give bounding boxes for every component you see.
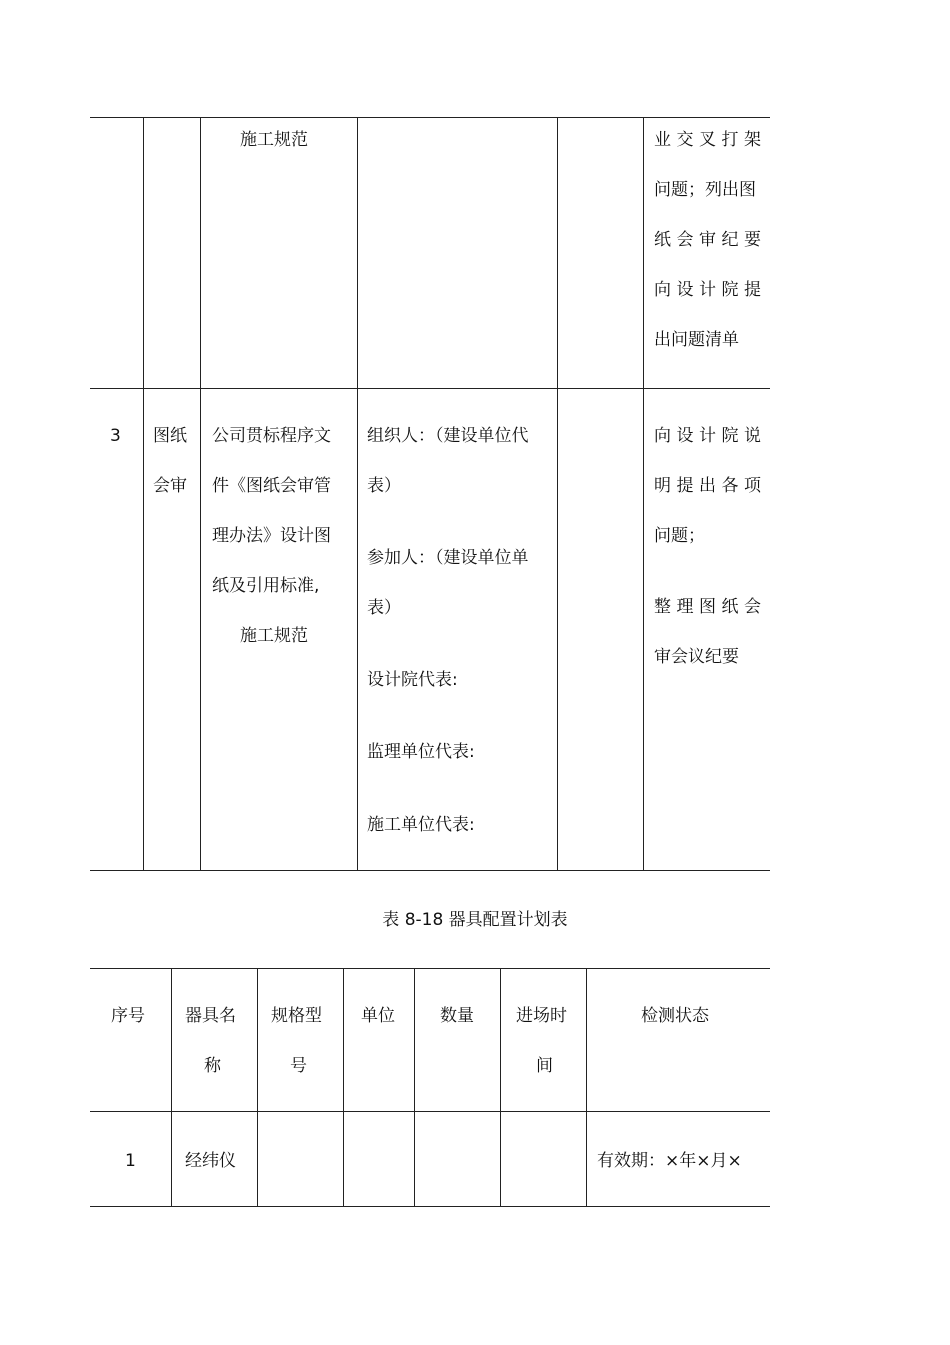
table-caption: 表 8-18 器具配置计划表	[382, 910, 568, 930]
result-cell-line: 向设计院提	[654, 280, 761, 300]
table2-col-divider	[500, 968, 501, 1207]
result-cell-line: 业交叉打架	[654, 130, 761, 150]
header-cell: 数量	[440, 1006, 474, 1026]
item-cell-line: 会审	[153, 476, 187, 496]
result-cell-line: 审会议纪要	[654, 647, 739, 667]
header-cell: 器具名	[185, 1006, 236, 1026]
table2-col-divider	[171, 968, 172, 1207]
header-cell: 号	[290, 1056, 307, 1076]
table2-col-divider	[414, 968, 415, 1207]
result-cell-line: 向设计院说	[654, 426, 761, 446]
item-cell-line: 图纸	[153, 426, 187, 446]
result-cell-line: 整理图纸会	[654, 597, 761, 617]
header-cell: 称	[204, 1056, 221, 1076]
header-cell: 序号	[111, 1006, 145, 1026]
table1-bottom-rule	[90, 870, 770, 871]
result-cell-line: 出问题清单	[654, 330, 739, 350]
participant-line: 参加人：（建设单位单	[367, 548, 529, 568]
basis-cell-line: 纸及引用标准,	[212, 576, 320, 596]
header-cell: 间	[536, 1056, 553, 1076]
result-cell-line: 问题；列出图	[654, 180, 756, 200]
basis-cell-line: 理办法》设计图	[212, 526, 331, 546]
table1-col-divider	[200, 117, 201, 871]
table-cell: 1	[125, 1151, 136, 1171]
participant-line: 施工单位代表:	[367, 815, 475, 835]
basis-cell-line: 公司贯标程序文	[212, 426, 331, 446]
table2-col-divider	[257, 968, 258, 1207]
result-cell-line: 明提出各项	[654, 476, 761, 496]
row-index: 3	[110, 426, 121, 446]
table2-header-rule	[90, 1111, 770, 1112]
result-cell-line: 问题；	[654, 526, 705, 546]
header-cell: 检测状态	[641, 1006, 709, 1026]
basis-cell-text: 施工规范	[240, 130, 308, 150]
table-cell: 有效期：×年×月×	[597, 1151, 742, 1171]
table1-row-divider	[90, 388, 770, 389]
table1-col-divider	[643, 117, 644, 871]
table1-col-divider	[143, 117, 144, 871]
header-cell: 规格型	[271, 1006, 322, 1026]
participant-line: 表）	[367, 476, 401, 496]
table2-top-rule	[90, 968, 770, 969]
table1-col-divider	[557, 117, 558, 871]
participant-line: 表）	[367, 598, 401, 618]
basis-cell-line: 施工规范	[240, 626, 308, 646]
participant-line: 组织人：（建设单位代	[367, 426, 529, 446]
table-cell: 经纬仪	[185, 1151, 236, 1171]
table2-bottom-rule	[90, 1206, 770, 1207]
header-cell: 进场时	[516, 1006, 567, 1026]
table2-col-divider	[586, 968, 587, 1207]
participant-line: 监理单位代表:	[367, 742, 475, 762]
table2-col-divider	[343, 968, 344, 1207]
basis-cell-line: 件《图纸会审管	[212, 476, 331, 496]
header-cell: 单位	[361, 1006, 395, 1026]
participant-line: 设计院代表:	[367, 670, 458, 690]
table1-col-divider	[357, 117, 358, 871]
result-cell-line: 纸会审纪要	[654, 230, 761, 250]
